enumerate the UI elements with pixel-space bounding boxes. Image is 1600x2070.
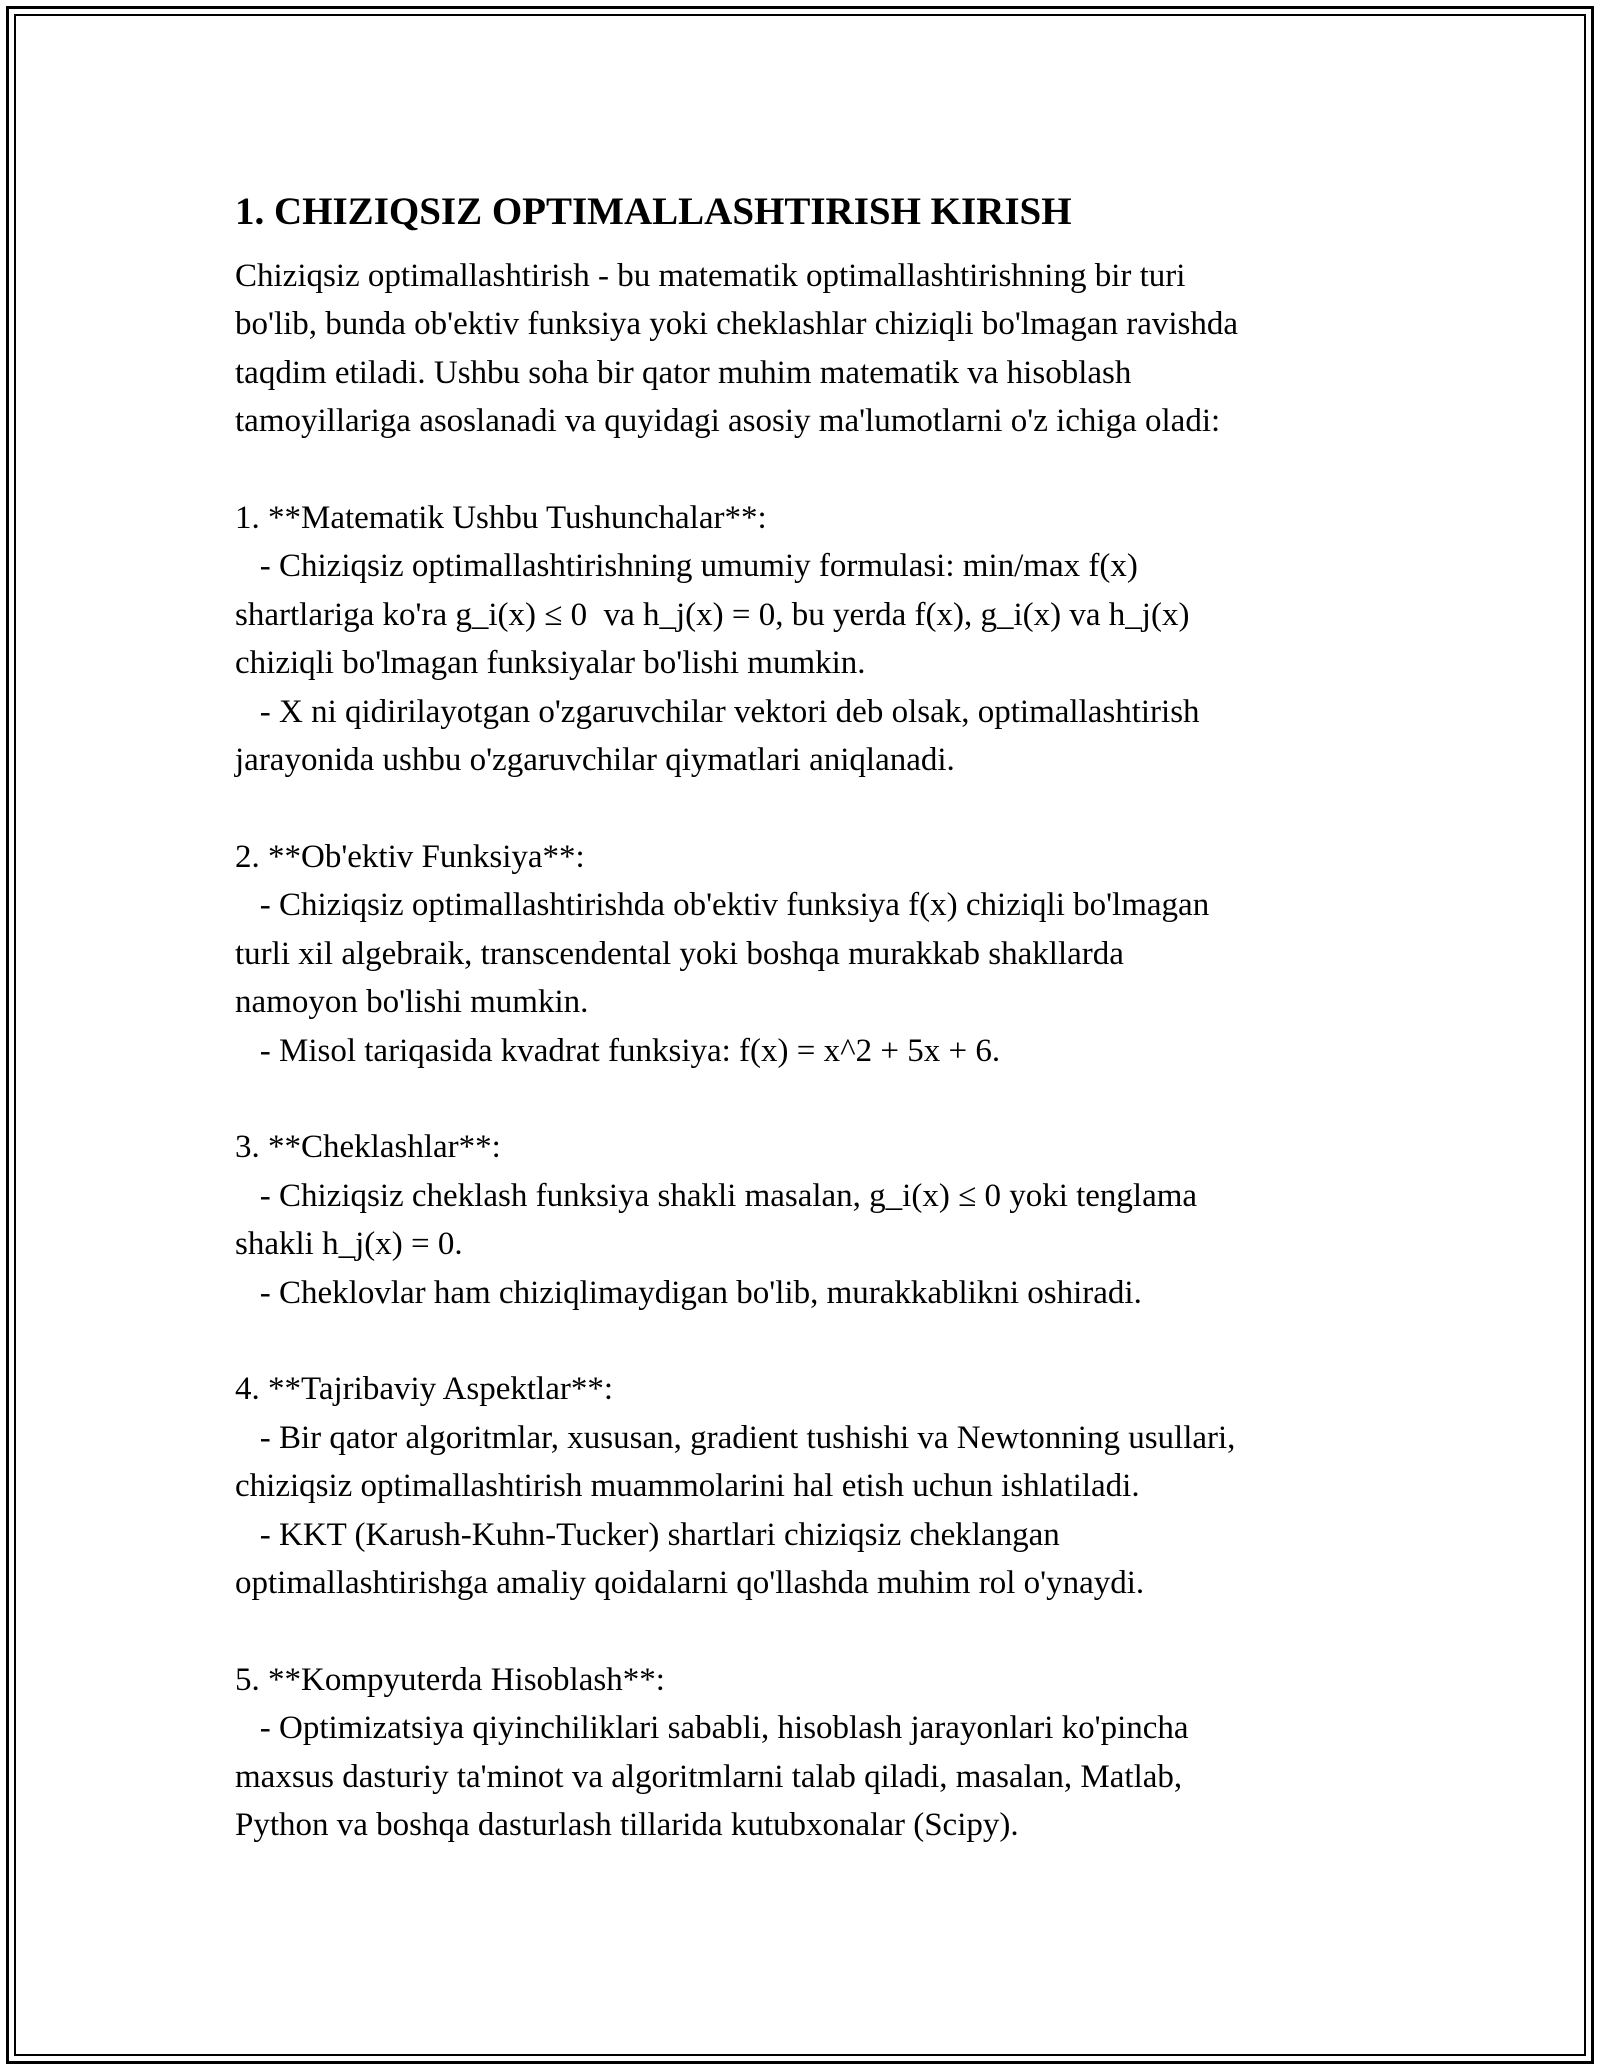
document-title: 1. CHIZIQSIZ OPTIMALLASHTIRISH KIRISH — [235, 190, 1072, 233]
document-content — [235, 186, 1375, 1849]
document-body-text: Chiziqsiz optimallashtirish - bu matematik optimallashtirishning bir turi bo'lib, bunda ob'ektiv funksiya yoki cheklashlar chiziqli bo'lmagan ravishda taqdim etiladi. Ushbu soha bir qator muhim matematik va hisoblash tamoyillariga asoslanadi va quyidagi asosiy ma'lumotlarni o'z ichiga oladi: 1. **Matematik Ushbu Tushunchalar**: - Chiziqsiz optimallashtirishning umumiy formulasi: min/max f(x) shartlariga ko'ra g_i(x) ≤ 0 va h_j(x) = 0, bu yerda f(x), g_i(x) va h_j(x) chiziqli bo'lmagan funksiyalar bo'lishi mumkin. - X ni qidirilayotgan o'zgaruvchilar vektori deb olsak, optimallashtirish jarayonida ushbu o'zgaruvchilar qiymatlari aniqlanadi. 2. **Ob'ektiv Funksiya**: - Chiziqsiz optimallashtirishda ob'ektiv funksiya f(x) chiziqli bo'lmagan turli xil algebraik, transcendental yoki boshqa murakkab shakllarda namoyon bo'lishi mumkin. - Misol tariqasida kvadrat funksiya: f(x) = x^2 + 5x + 6. 3. **Cheklashlar**: - Chiziqsiz cheklash funksiya shakli masalan, g_i(x) ≤ 0 yoki tenglama shakli h_j(x) = 0. - Cheklovlar ham chiziqlimaydigan bo'lib, murakkablikni oshiradi. 4. **Tajribaviy Aspektlar**: - Bir qator algoritmlar, xususan, gradient tushishi va Newtonning usullari, chiziqsiz optimallashtirish muammolarini hal etish uchun ishlatiladi. - KKT (Karush-Kuhn-Tucker) shartlari chiziqsiz cheklangan optimallashtirishga amaliy qoidalarni qo'llashda muhim rol o'ynaydi. 5. **Kompyuterda Hisoblash**: - Optimizatsiya qiyinchiliklari sababli, hisoblash jarayonlari ko'pincha maxsus dasturiy ta'minot va algoritmlarni talab qiladi, masalan, Matlab, Python va boshqa dasturlash tillarida kutubxonalar (Scipy). — [235, 258, 1239, 1843]
